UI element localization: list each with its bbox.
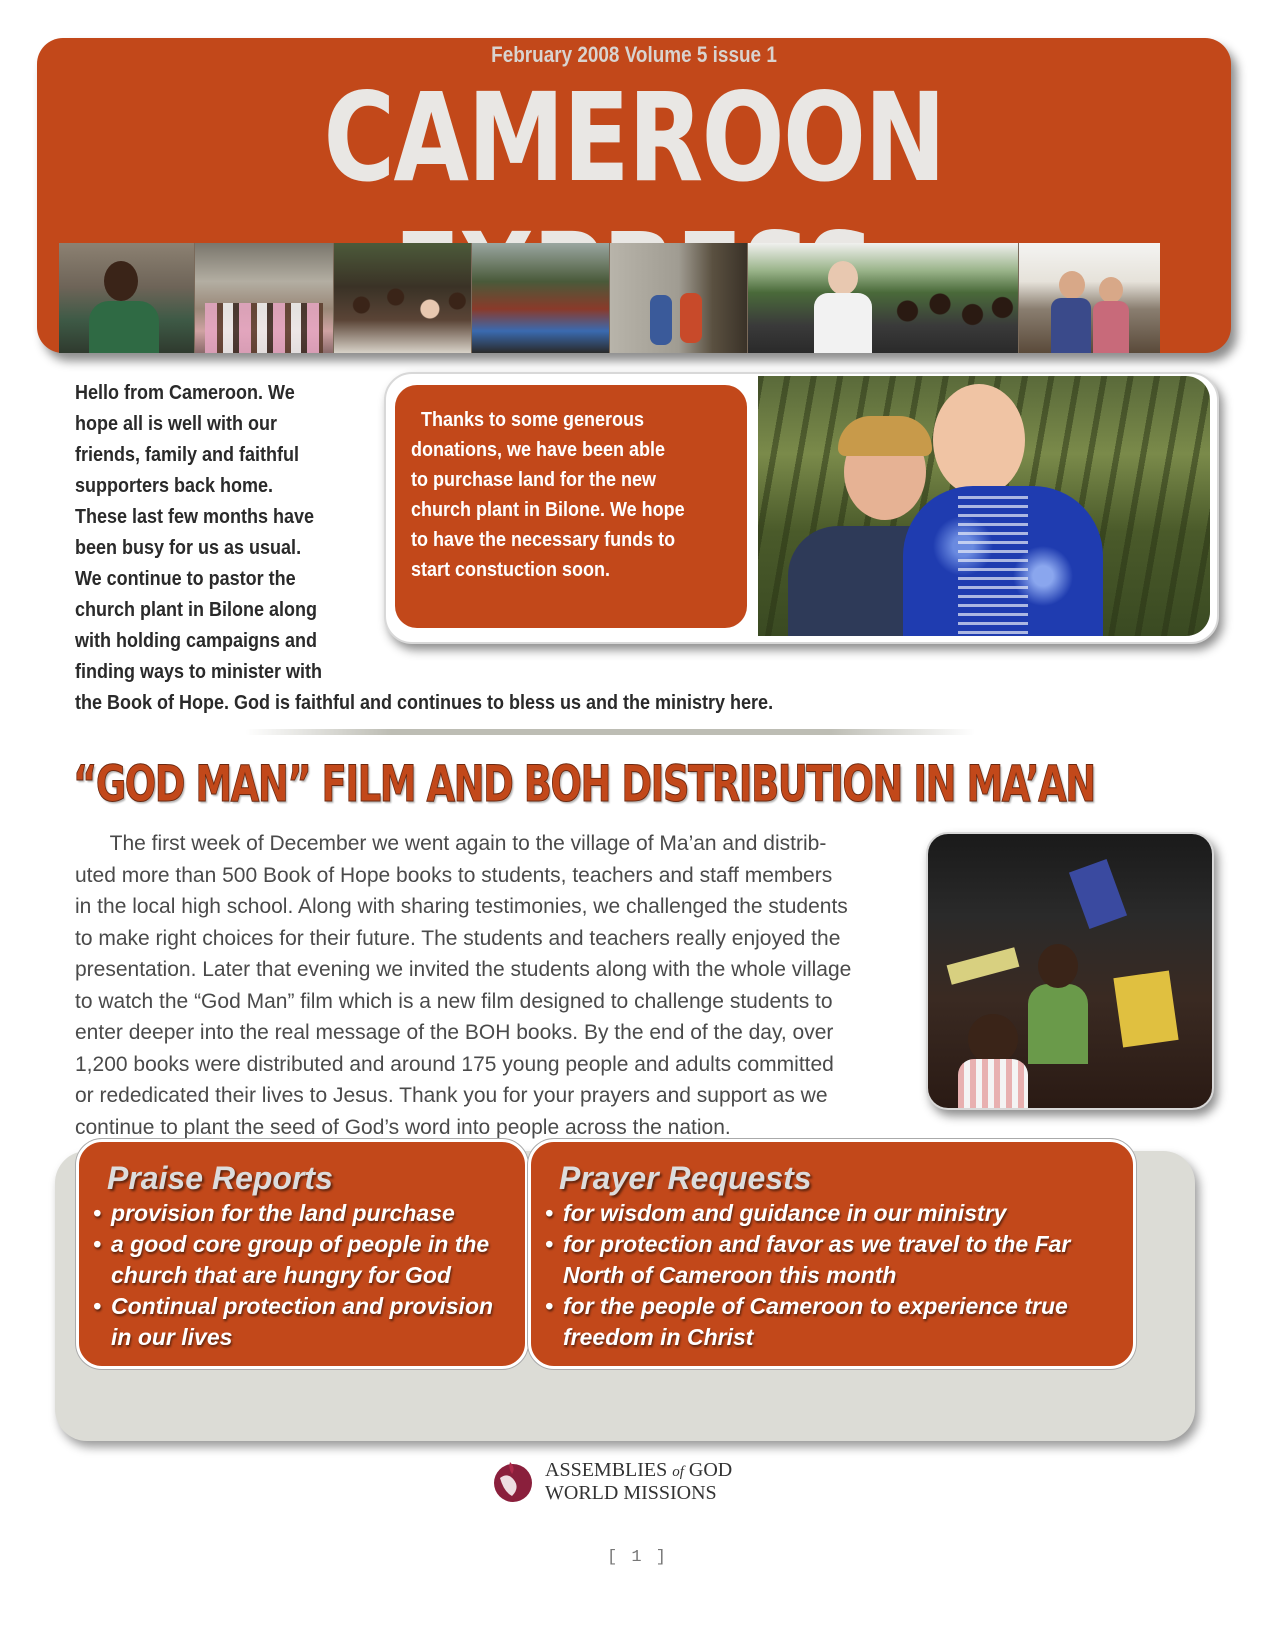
prayer-item [545, 1229, 1125, 1291]
praise-item-text: a good core group of people in the [111, 1231, 490, 1257]
women-group-photo [472, 243, 610, 353]
section-divider [245, 729, 975, 735]
intro-line: We continue to pastor the [75, 568, 296, 590]
callout-line: to have the necessary funds to [411, 529, 676, 551]
photo-strip [59, 243, 1209, 353]
article-line: to watch the “God Man” film which is a new film designed to challenge students to [75, 989, 833, 1013]
article-line: The first week of December we went again to the village of Ma’an and distrib- [75, 832, 827, 855]
praise-list [93, 1198, 513, 1353]
intro-line: supporters back home. [75, 475, 274, 497]
praise-item-text: provision for the land purchase [111, 1200, 455, 1226]
praise-item-text: in our lives [111, 1324, 233, 1350]
article-line: enter deeper into the real message of the BOH books. By the end of the day, over [75, 1021, 834, 1044]
prayer-item-text: for the people of Cameroon to experience true [563, 1293, 1068, 1319]
prayer-requests-card [528, 1139, 1136, 1369]
intro-line: the Book of Hope. God is faithful and continues to bless us and the ministry here. [75, 692, 774, 714]
article-line: uted more than 500 Book of Hope books to students, teachers and staff members [75, 863, 833, 887]
article-line: or rededicated their lives to Jesus. Thank you for your prayers and support as we [75, 1084, 828, 1107]
intro-line: church plant in Bilone along [75, 599, 318, 621]
prayer-item [545, 1198, 1125, 1229]
article-line: 1,200 books were distributed and around 175 young people and adults committed [75, 1052, 834, 1076]
praise-item [93, 1198, 513, 1229]
prayer-title: Prayer Requests [559, 1160, 812, 1196]
intro-line: been busy for us as usual. [75, 537, 302, 559]
article-headline: “GOD MAN” FILM AND BOH DISTRIBUTION IN MA’AN [73, 755, 1095, 813]
masthead-banner [37, 38, 1231, 353]
crowd-photo [334, 243, 472, 353]
callout-line: church plant in Bilone. We hope [411, 499, 685, 521]
students-with-books-photo [926, 832, 1214, 1110]
praise-reports-card [76, 1139, 528, 1369]
intro-paragraph [75, 378, 1175, 719]
intro-line: finding ways to minister with [75, 661, 323, 683]
issue-line: February 2008 Volume 5 issue 1 [491, 42, 777, 67]
callout-line: Thanks to some generous [411, 409, 645, 431]
prayer-item-text: North of Cameroon this month [563, 1262, 897, 1288]
callout-line: start constuction soon. [411, 559, 611, 581]
book-distribution-photo [748, 243, 1019, 353]
intro-line: These last few months have [75, 506, 315, 528]
prayer-list [545, 1198, 1125, 1353]
praise-title: Praise Reports [107, 1160, 333, 1196]
prayer-item-text: for protection and favor as we travel to the Far [563, 1231, 1071, 1257]
intro-line: with holding campaigns and [75, 630, 318, 652]
praise-item [93, 1229, 513, 1291]
boy-portrait-photo [59, 243, 195, 353]
article-line: presentation. Later that evening we invited the students along with the whole village [75, 958, 852, 981]
article-line: in the local high school. Along with sharing testimonies, we challenged the students [75, 895, 848, 918]
globe-flame-icon [490, 1458, 536, 1504]
intro-line: Hello from Cameroon. We [75, 382, 295, 404]
page-number: [ 1 ] [606, 1548, 668, 1567]
article-line: to make right choices for their future. The students and teachers really enjoyed the [75, 926, 841, 950]
couple-outdoor-photo [1019, 243, 1160, 353]
praise-item [93, 1291, 513, 1353]
intro-line: friends, family and faithful [75, 444, 300, 466]
article-line: continue to plant the seed of God’s word into people across the nation. [75, 1115, 731, 1139]
article-body [75, 828, 935, 1143]
agwm-logo [490, 1456, 750, 1508]
logo-word: GOD [688, 1459, 733, 1481]
logo-wordmark [545, 1460, 732, 1504]
prayer-item-text: for wisdom and guidance in our ministry [563, 1200, 1007, 1226]
children-sitting-photo [610, 243, 748, 353]
logo-word: ASSEMBLIES [545, 1459, 668, 1481]
praise-item-text: church that are hungry for God [111, 1262, 451, 1288]
intro-line: hope all is well with our [75, 413, 278, 435]
logo-word: WORLD MISSIONS [545, 1482, 717, 1504]
praise-item-text: Continual protection and provision [111, 1293, 494, 1319]
prayer-item [545, 1291, 1125, 1353]
children-group-photo [195, 243, 334, 353]
callout-line: to purchase land for the new [411, 469, 657, 491]
callout-line: donations, we have been able [411, 439, 666, 461]
prayer-item-text: freedom in Christ [563, 1324, 754, 1350]
newsletter-title: CAMEROON [323, 67, 945, 209]
logo-word: of [672, 1464, 684, 1480]
